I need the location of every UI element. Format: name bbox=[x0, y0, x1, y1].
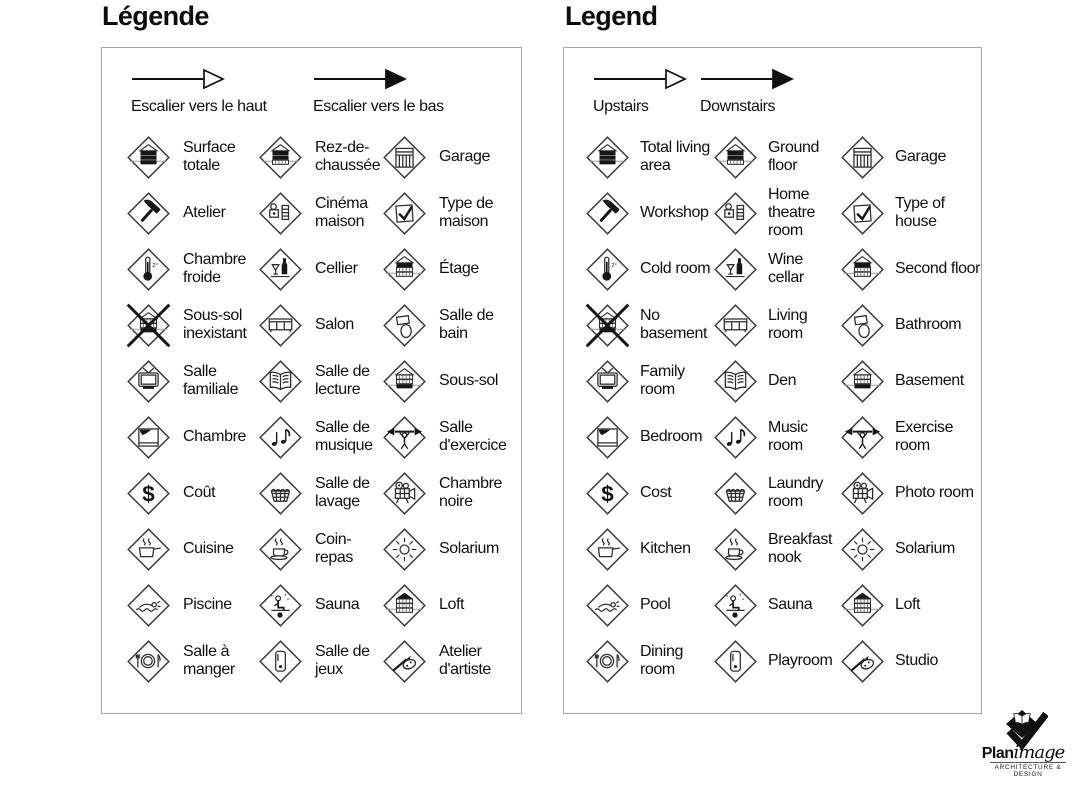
legend-item-label: Music room bbox=[768, 419, 808, 454]
laundry-room-icon bbox=[257, 470, 304, 517]
legend-item bbox=[839, 577, 981, 633]
legend-item bbox=[125, 409, 257, 465]
legend-item bbox=[584, 521, 712, 577]
stairs-down-legend bbox=[313, 68, 444, 116]
legend-item-label: Piscine bbox=[183, 596, 232, 613]
stairs-up-arrow-icon bbox=[131, 68, 227, 90]
legend-items-grid-fr bbox=[102, 129, 521, 689]
wine-cellar-icon bbox=[257, 246, 304, 293]
ground-floor-icon bbox=[712, 134, 759, 181]
kitchen-icon bbox=[584, 526, 631, 573]
legend-item-label: Cold room bbox=[640, 260, 711, 277]
legend-item-label: Chambre froide bbox=[183, 251, 247, 286]
legend-item bbox=[839, 353, 981, 409]
stairs-down-arrow-icon bbox=[313, 68, 409, 90]
solarium-icon bbox=[839, 526, 886, 573]
planimage-wordmark bbox=[968, 742, 1078, 763]
legend-items-grid-en bbox=[564, 129, 981, 689]
legend-item bbox=[381, 129, 521, 185]
photo-room-icon bbox=[381, 470, 428, 517]
legend-item-label: Cellier bbox=[315, 260, 358, 277]
legend-item-label: Pool bbox=[640, 596, 671, 613]
brand-bold: Plan bbox=[981, 745, 1014, 762]
workshop-icon bbox=[584, 190, 631, 237]
legend-item-label: Laundry room bbox=[768, 475, 824, 510]
legend-item-label: Sauna bbox=[768, 596, 813, 613]
bedroom-icon bbox=[584, 414, 631, 461]
legend-item-label: Atelier d'artiste bbox=[439, 643, 491, 678]
legend-item-label: Salle de jeux bbox=[315, 643, 370, 678]
legend-item-label: Type of house bbox=[895, 195, 945, 230]
legend-item-label: No basement bbox=[640, 307, 708, 342]
legend-item-label: Salle d'exercice bbox=[439, 419, 507, 454]
legend-panel-en bbox=[563, 47, 982, 714]
legend-item-label: Coût bbox=[183, 484, 216, 501]
legend-item-label: Bathroom bbox=[895, 316, 962, 333]
legend-item-label: Loft bbox=[895, 596, 921, 613]
legend-item bbox=[712, 129, 839, 185]
den-icon bbox=[712, 358, 759, 405]
cold-room-icon bbox=[584, 246, 631, 293]
svg-text:2°: 2° bbox=[152, 262, 158, 269]
legend-item bbox=[584, 633, 712, 689]
svg-text:2°: 2° bbox=[611, 262, 617, 269]
legend-item bbox=[839, 409, 981, 465]
legend-item bbox=[125, 241, 257, 297]
dining-room-icon bbox=[125, 638, 172, 685]
music-room-icon bbox=[257, 414, 304, 461]
legend-item bbox=[839, 185, 981, 241]
legend-item bbox=[584, 129, 712, 185]
legend-item bbox=[257, 521, 381, 577]
legend-item-label: Solarium bbox=[895, 540, 955, 557]
playroom-icon bbox=[712, 638, 759, 685]
legend-item bbox=[584, 465, 712, 521]
legend-item bbox=[381, 409, 521, 465]
legend-item bbox=[839, 521, 981, 577]
legend-item-label: Playroom bbox=[768, 652, 833, 669]
legend-item bbox=[584, 409, 712, 465]
legend-item bbox=[125, 577, 257, 633]
cost-icon bbox=[584, 470, 631, 517]
stairs-up-legend bbox=[593, 68, 689, 116]
solarium-icon bbox=[381, 526, 428, 573]
legend-item bbox=[125, 297, 257, 353]
legend-item-label: Salle de bain bbox=[439, 307, 494, 342]
legend-item bbox=[712, 185, 839, 241]
stairs-down-legend bbox=[700, 68, 796, 116]
second-floor-icon bbox=[381, 246, 428, 293]
legend-item-label: Sous-sol bbox=[439, 372, 499, 389]
planimage-tagline: ARCHITECTURE & DESIGN bbox=[990, 762, 1066, 778]
legend-item-label: Garage bbox=[439, 148, 490, 165]
legend-item bbox=[712, 297, 839, 353]
legend-title-fr: Légende bbox=[102, 1, 209, 31]
legend-item bbox=[839, 297, 981, 353]
pool-icon bbox=[584, 582, 631, 629]
legend-item bbox=[125, 633, 257, 689]
bathroom-icon bbox=[839, 302, 886, 349]
playroom-icon bbox=[257, 638, 304, 685]
legend-item-label: Garage bbox=[895, 148, 946, 165]
exercise-room-icon bbox=[381, 414, 428, 461]
legend-item-label: Cinéma maison bbox=[315, 195, 368, 230]
studio-icon bbox=[381, 638, 428, 685]
legend-item-label: Salle de lecture bbox=[315, 363, 370, 398]
legend-title-en: Legend bbox=[565, 1, 658, 31]
legend-item-label: Kitchen bbox=[640, 540, 691, 557]
legend-item-label: Studio bbox=[895, 652, 938, 669]
exercise-room-icon bbox=[839, 414, 886, 461]
legend-item bbox=[381, 297, 521, 353]
family-room-icon bbox=[125, 358, 172, 405]
legend-item bbox=[381, 465, 521, 521]
breakfast-nook-icon bbox=[257, 526, 304, 573]
legend-item-label: Loft bbox=[439, 596, 465, 613]
legend-item bbox=[257, 409, 381, 465]
legend-item-label: Den bbox=[768, 372, 797, 389]
legend-item bbox=[839, 241, 981, 297]
stairs-up-label: Escalier vers le haut bbox=[131, 98, 267, 115]
loft-icon bbox=[381, 582, 428, 629]
stairs-up-arrow-icon bbox=[593, 68, 689, 90]
legend-item-label: Basement bbox=[895, 372, 964, 389]
legend-item bbox=[257, 241, 381, 297]
legend-item-label: Cost bbox=[640, 484, 672, 501]
basement-icon bbox=[839, 358, 886, 405]
legend-item-label: Coin-repas bbox=[315, 531, 354, 566]
legend-item bbox=[125, 465, 257, 521]
legend-item-label: Sous-sol inexistant bbox=[183, 307, 247, 342]
legend-item bbox=[257, 577, 381, 633]
legend-item-label: Dining room bbox=[640, 643, 683, 678]
legend-item-label: Atelier bbox=[183, 204, 226, 221]
pool-icon bbox=[125, 582, 172, 629]
legend-item bbox=[584, 241, 712, 297]
living-room-icon bbox=[257, 302, 304, 349]
ground-floor-icon bbox=[257, 134, 304, 181]
second-floor-icon bbox=[839, 246, 886, 293]
loft-icon bbox=[839, 582, 886, 629]
sauna-icon bbox=[712, 582, 759, 629]
legend-item-label: Breakfast nook bbox=[768, 531, 832, 566]
legend-item bbox=[381, 353, 521, 409]
legend-item-label: Salle de lavage bbox=[315, 475, 370, 510]
legend-item-label: Salle à manger bbox=[183, 643, 235, 678]
legend-item bbox=[125, 353, 257, 409]
legend-item bbox=[381, 577, 521, 633]
stairs-up-label: Upstairs bbox=[593, 98, 649, 115]
basement-icon bbox=[381, 358, 428, 405]
laundry-room-icon bbox=[712, 470, 759, 517]
home-theatre-icon bbox=[712, 190, 759, 237]
legend-item bbox=[257, 353, 381, 409]
legend-item bbox=[257, 297, 381, 353]
house-type-icon bbox=[839, 190, 886, 237]
stairs-up-legend bbox=[131, 68, 267, 116]
legend-item bbox=[584, 185, 712, 241]
house-type-icon bbox=[381, 190, 428, 237]
legend-item-label: Living room bbox=[768, 307, 808, 342]
legend-item-label: Chambre noire bbox=[439, 475, 503, 510]
wine-cellar-icon bbox=[712, 246, 759, 293]
legend-item-label: Home theatre room bbox=[768, 186, 816, 239]
den-icon bbox=[257, 358, 304, 405]
living-room-icon bbox=[712, 302, 759, 349]
home-theatre-icon bbox=[257, 190, 304, 237]
legend-item-label: Salon bbox=[315, 316, 354, 333]
studio-icon bbox=[839, 638, 886, 685]
garage-icon bbox=[381, 134, 428, 181]
legend-item bbox=[584, 297, 712, 353]
legend-item-label: Salle familiale bbox=[183, 363, 239, 398]
legend-item bbox=[712, 409, 839, 465]
stairs-down-label: Escalier vers le bas bbox=[313, 98, 444, 115]
bedroom-icon bbox=[125, 414, 172, 461]
total-area-icon bbox=[125, 134, 172, 181]
sauna-icon bbox=[257, 582, 304, 629]
workshop-icon bbox=[125, 190, 172, 237]
no-basement-icon bbox=[125, 302, 172, 349]
legend-item bbox=[125, 129, 257, 185]
legend-item-label: Workshop bbox=[640, 204, 709, 221]
garage-icon bbox=[839, 134, 886, 181]
legend-item bbox=[381, 241, 521, 297]
legend-item-label: Family room bbox=[640, 363, 685, 398]
svg-text:$: $ bbox=[601, 481, 614, 507]
legend-item bbox=[839, 465, 981, 521]
legend-item-label: Étage bbox=[439, 260, 479, 277]
dining-room-icon bbox=[584, 638, 631, 685]
cold-room-icon bbox=[125, 246, 172, 293]
bathroom-icon bbox=[381, 302, 428, 349]
planimage-logo bbox=[968, 710, 1078, 778]
family-room-icon bbox=[584, 358, 631, 405]
legend-item-label: Exercise room bbox=[895, 419, 954, 454]
legend-item bbox=[257, 129, 381, 185]
legend-item-label: Cuisine bbox=[183, 540, 234, 557]
legend-item bbox=[584, 577, 712, 633]
legend-item-label: Type de maison bbox=[439, 195, 494, 230]
legend-item bbox=[257, 465, 381, 521]
legend-item-label: Wine cellar bbox=[768, 251, 804, 286]
svg-text:$: $ bbox=[142, 481, 155, 507]
legend-item bbox=[381, 521, 521, 577]
legend-item-label: Surface totale bbox=[183, 139, 236, 174]
total-area-icon bbox=[584, 134, 631, 181]
stairs-down-label: Downstairs bbox=[700, 98, 776, 115]
legend-panel-fr bbox=[101, 47, 522, 714]
legend-item-label: Photo room bbox=[895, 484, 974, 501]
legend-item bbox=[712, 633, 839, 689]
legend-item-label: Chambre bbox=[183, 428, 247, 445]
cost-icon bbox=[125, 470, 172, 517]
legend-item-label: Total living area bbox=[640, 139, 710, 174]
no-basement-icon bbox=[584, 302, 631, 349]
music-room-icon bbox=[712, 414, 759, 461]
legend-item bbox=[712, 577, 839, 633]
legend-item bbox=[381, 185, 521, 241]
breakfast-nook-icon bbox=[712, 526, 759, 573]
legend-item-label: Solarium bbox=[439, 540, 499, 557]
legend-item bbox=[584, 353, 712, 409]
legend-item-label: Salle de musique bbox=[315, 419, 373, 454]
legend-item bbox=[125, 185, 257, 241]
legend-item bbox=[839, 129, 981, 185]
photo-room-icon bbox=[839, 470, 886, 517]
kitchen-icon bbox=[125, 526, 172, 573]
stairs-down-arrow-icon bbox=[700, 68, 796, 90]
legend-item bbox=[257, 185, 381, 241]
legend-item-label: Rez-de-chaussée bbox=[315, 139, 381, 174]
brand-italic: image bbox=[1013, 742, 1065, 763]
legend-item-label: Ground floor bbox=[768, 139, 819, 174]
legend-item-label: Sauna bbox=[315, 596, 360, 613]
legend-item bbox=[712, 353, 839, 409]
legend-item bbox=[712, 465, 839, 521]
legend-item bbox=[712, 241, 839, 297]
legend-item-label: Second floor bbox=[895, 260, 981, 277]
legend-item bbox=[381, 633, 521, 689]
legend-item bbox=[839, 633, 981, 689]
legend-item bbox=[125, 521, 257, 577]
legend-item-label: Bedroom bbox=[640, 428, 703, 445]
legend-item bbox=[257, 633, 381, 689]
legend-item bbox=[712, 521, 839, 577]
